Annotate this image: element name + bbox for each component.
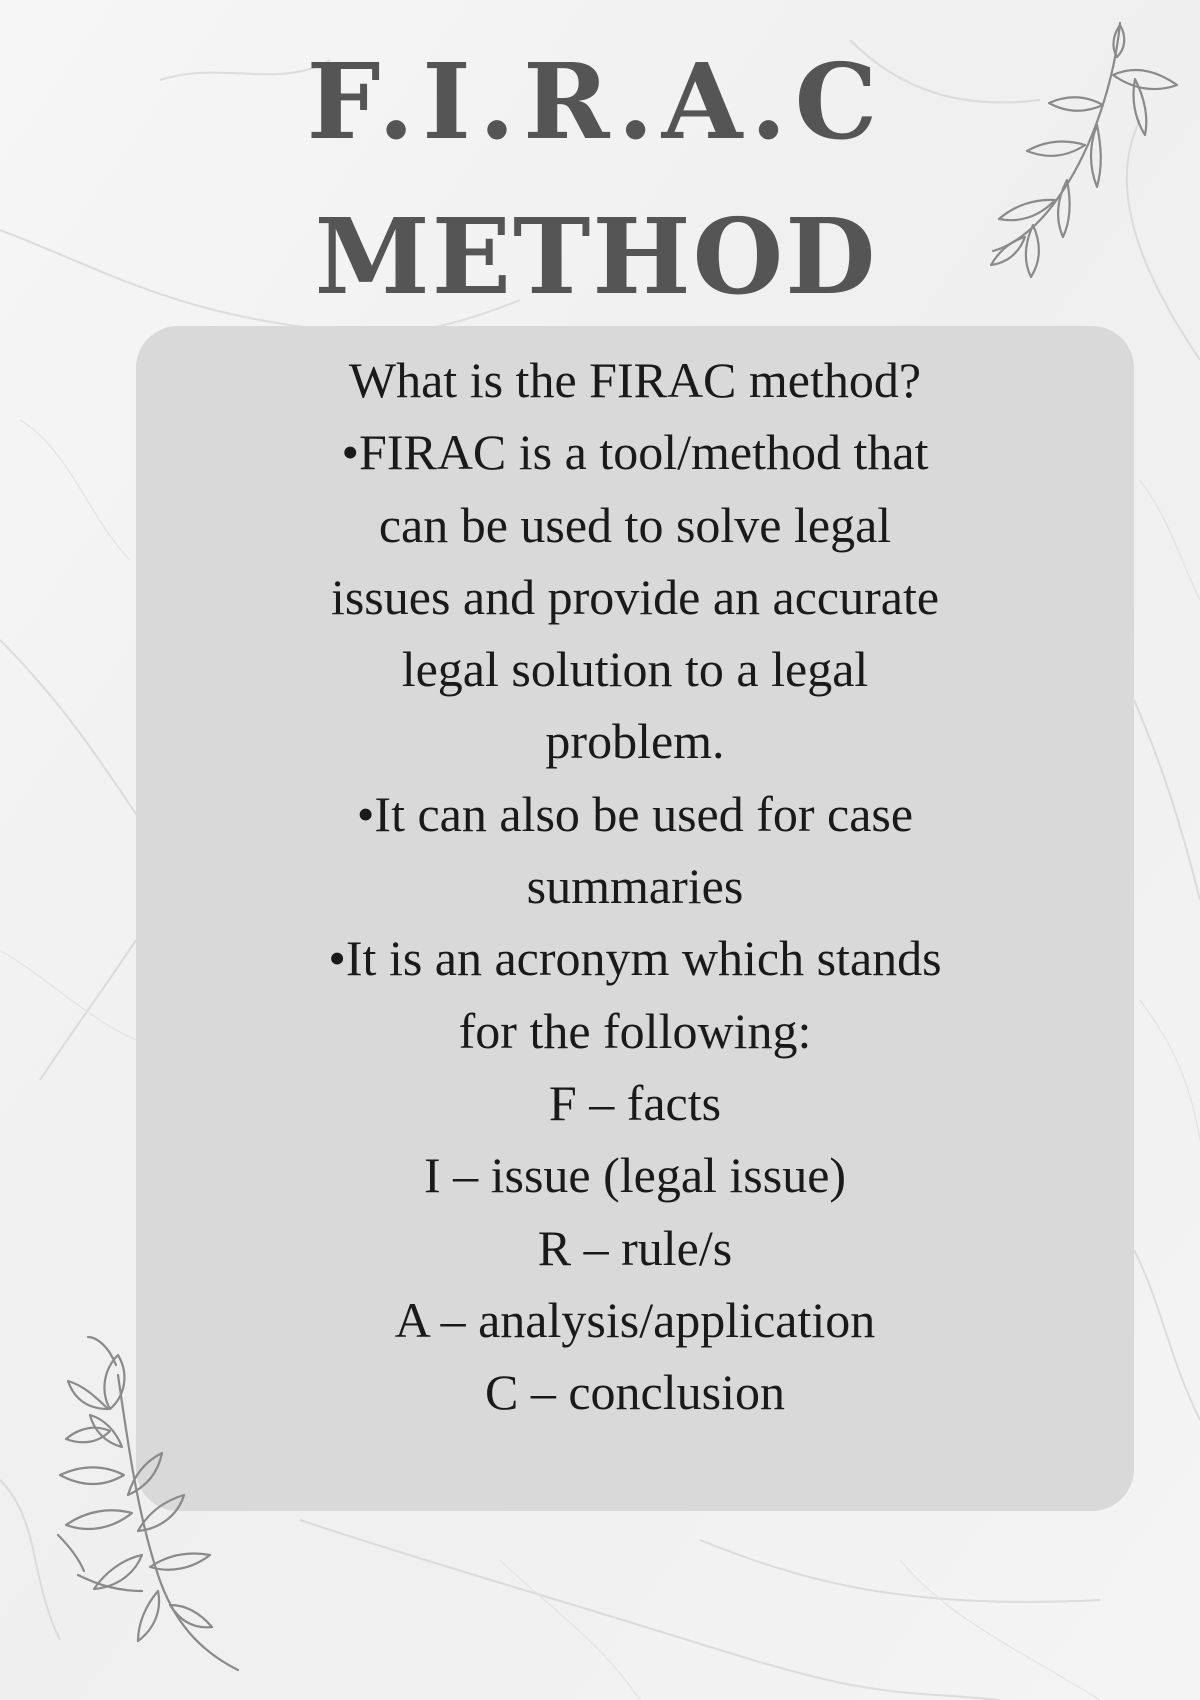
acronym-item-facts: F – facts bbox=[548, 1074, 722, 1131]
text-line: •It can also be used for case bbox=[356, 785, 914, 842]
leaf-branch-bottom-left-icon bbox=[38, 1335, 268, 1675]
text-line: •FIRAC is a tool/method that bbox=[341, 424, 929, 481]
question-heading: What is the FIRAC method? bbox=[348, 352, 922, 408]
text-line: can be used to solve legal bbox=[378, 496, 892, 553]
page-title-line1: F.I.R.A.C bbox=[306, 40, 886, 163]
page-title-line2: METHOD bbox=[314, 195, 878, 318]
acronym-item-analysis: A – analysis/application bbox=[394, 1291, 876, 1348]
acronym-item-rules: R – rule/s bbox=[537, 1219, 733, 1276]
content-text bbox=[136, 344, 1134, 1428]
text-line: legal solution to a legal bbox=[401, 641, 869, 698]
text-line: problem. bbox=[545, 713, 725, 770]
text-line: issues and provide an accurate bbox=[330, 568, 940, 625]
text-line: summaries bbox=[526, 858, 744, 915]
acronym-item-issue: I – issue (legal issue) bbox=[423, 1147, 847, 1204]
text-line: for the following: bbox=[458, 1002, 812, 1059]
leaf-branch-top-right-icon bbox=[985, 15, 1190, 290]
acronym-item-conclusion: C – conclusion bbox=[485, 1364, 785, 1421]
text-line: •It is an acronym which stands bbox=[328, 930, 942, 987]
